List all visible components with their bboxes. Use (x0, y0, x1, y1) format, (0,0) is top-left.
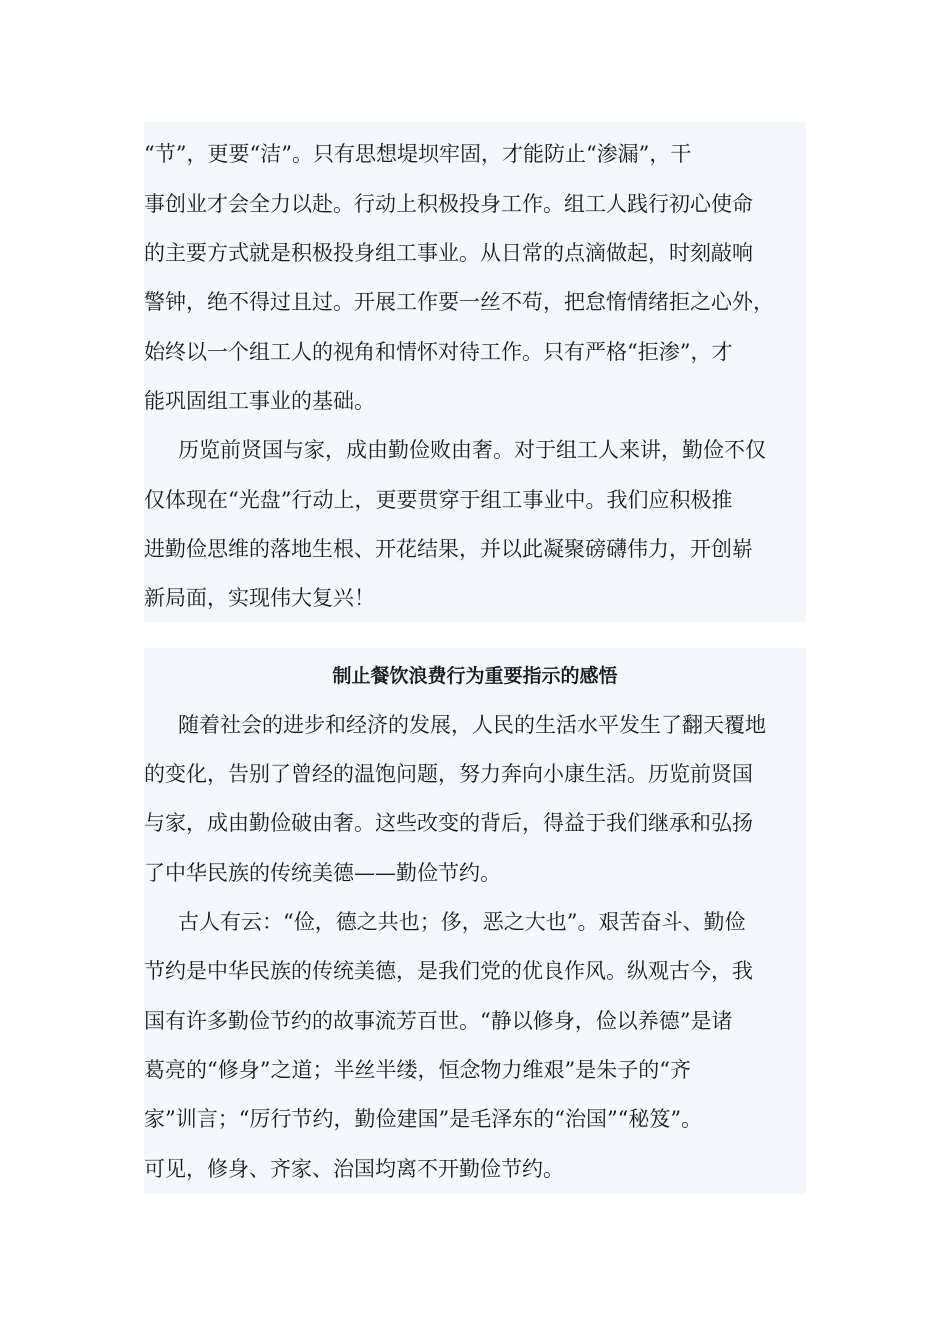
paragraph-line: 的变化，告别了曾经的温饱问题，努力奔向小康生活。历览前贤国 (144, 762, 753, 786)
paragraph-line: 节约是中华民族的传统美德，是我们党的优良作风。纵观古今，我 (144, 959, 753, 983)
paragraph-line: “节”，更要“洁”。只有思想堤坝牢固，才能防止“渗漏”，干 (144, 142, 692, 166)
paragraph-line: 警钟，绝不得过且过。开展工作要一丝不苟，把怠惰情绪拒之心外， (144, 290, 774, 314)
text-block-1 (144, 122, 806, 622)
paragraph-line: 能巩固组工事业的基础。 (144, 389, 375, 413)
paragraph-line: 始终以一个组工人的视角和情怀对待工作。只有严格“拒渗”，才 (144, 340, 733, 364)
text-block-2 (144, 648, 806, 1194)
paragraph-line: 仅体现在“光盘”行动上，更要贯穿于组工事业中。我们应积极推 (144, 488, 733, 512)
paragraph-line: 的主要方式就是积极投身组工事业。从日常的点滴做起，时刻敲响 (144, 241, 753, 265)
paragraph-line: 随着社会的进步和经济的发展，人民的生活水平发生了翻天覆地 (178, 713, 766, 737)
section-title: 制止餐饮浪费行为重要指示的感悟 (332, 665, 618, 687)
paragraph-line: 历览前贤国与家，成由勤俭败由奢。对于组工人来讲，勤俭不仅 (178, 438, 766, 462)
paragraph-line: 古人有云：“俭，德之共也；侈，恶之大也”。艰苦奋斗、勤俭 (178, 910, 746, 934)
paragraph-line: 葛亮的“修身”之道；半丝半缕，恒念物力维艰”是朱子的“齐 (144, 1058, 691, 1082)
paragraph-line: 家”训言；“厉行节约，勤俭建国”是毛泽东的“治国”“秘笈”。 (144, 1107, 703, 1131)
paragraph-line: 与家，成由勤俭破由奢。这些改变的背后，得益于我们继承和弘扬 (144, 811, 753, 835)
paragraph-line: 新局面，实现伟大复兴！ (144, 586, 375, 610)
paragraph-line: 了中华民族的传统美德——勤俭节约。 (144, 861, 501, 885)
paragraph-line: 进勤俭思维的落地生根、开花结果，并以此凝聚磅礴伟力，开创崭 (144, 537, 753, 561)
paragraph-line: 国有许多勤俭节约的故事流芳百世。“静以修身，俭以养德”是诸 (144, 1009, 733, 1033)
paragraph-line: 可见，修身、齐家、治国均离不开勤俭节约。 (144, 1157, 564, 1181)
paragraph-line: 事创业才会全力以赴。行动上积极投身工作。组工人践行初心使命 (144, 192, 753, 216)
